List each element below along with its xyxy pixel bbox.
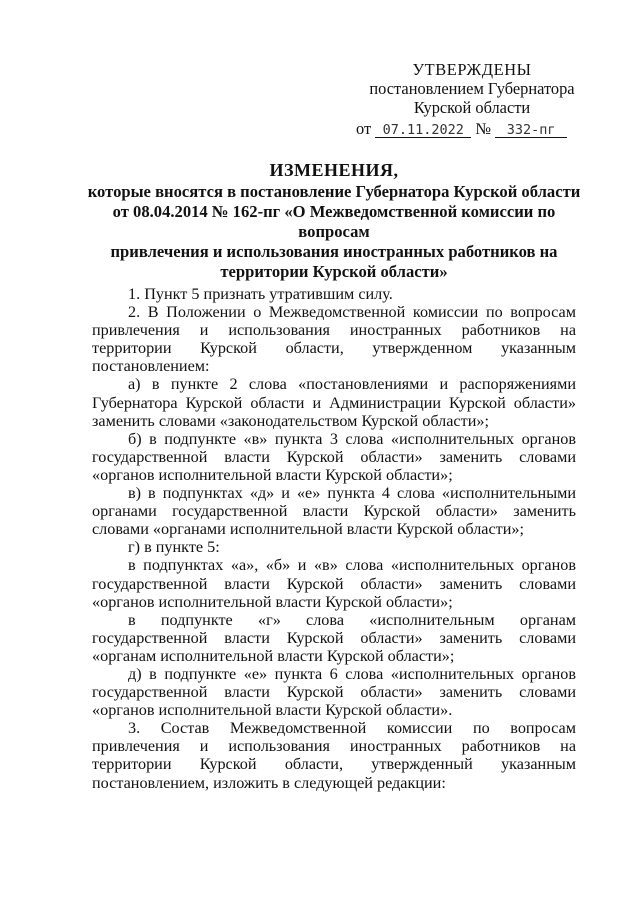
document-body bbox=[92, 285, 576, 792]
paragraph-2a: а) в пункте 2 слова «постановлениями и распоряжениями Губернатора Курской области и Администрации Курской области» заменить словами «законодательством Курской области»; bbox=[92, 375, 576, 430]
paragraph-2b: б) в подпункте «в» пункта 3 слова «исполнительных органов государственной власти Курской области» заменить словами «органов исполнительной власти Курской области»; bbox=[92, 429, 576, 484]
paragraph-2g: г) в пункте 5: bbox=[128, 538, 220, 557]
paragraph-2g-1: в подпунктах «а», «б» и «в» слова «исполнительных органов государственной власти Курской области» заменить словами «органов исполнительной власти Курской области»; bbox=[92, 556, 576, 611]
approval-line-2: Курской области bbox=[413, 98, 531, 117]
approval-line-1: постановлением Губернатора bbox=[369, 79, 575, 98]
approval-title: УТВЕРЖДЕНЫ bbox=[412, 60, 532, 79]
date-prefix: от bbox=[356, 119, 372, 138]
paragraph-2d: д) в подпункте «е» пункта 6 слова «исполнительных органов государственной власти Курской области» заменить словами «органов исполнительной власти Курской области». bbox=[92, 664, 576, 720]
heading-line-1: которые вносятся в постановление Губернатора Курской области bbox=[87, 182, 581, 201]
number-prefix: № bbox=[475, 119, 492, 138]
paragraph-2: 2. В Положении о Межведомственной комиссии по вопросам привлечения и использования иностранных работников на территории Курской области, утвержденном указанным постановлением: bbox=[92, 303, 576, 376]
approval-date-line bbox=[356, 119, 588, 138]
approval-date: 07.11.2022 bbox=[375, 123, 471, 138]
paragraph-2v: в) в подпунктах «д» и «е» пункта 4 слова «исполнительными органами государственной власти Курской области» заменить словами «органами исполнительной власти Курской области»; bbox=[92, 484, 576, 539]
document-heading bbox=[86, 160, 582, 282]
heading-line-4: территории Курской области» bbox=[220, 262, 448, 281]
approval-number: 332-пг bbox=[495, 123, 567, 138]
heading-title: ИЗМЕНЕНИЯ, bbox=[269, 160, 399, 180]
heading-line-2: от 08.04.2014 № 162-пг «О Межведомственной комиссии по вопросам bbox=[112, 202, 556, 241]
paragraph-3: 3. Состав Межведомственной комиссии по вопросам привлечения и использования иностранных работников на территории Курской области, утвержденный указанным постановлением, изложить в следующей редакции: bbox=[92, 719, 576, 792]
approval-stamp bbox=[356, 60, 588, 138]
paragraph-1: 1. Пункт 5 признать утратившим силу. bbox=[128, 285, 393, 303]
paragraph-2g-2: в подпункте «г» слова «исполнительным органам государственной власти Курской области» заменить словами «органам исполнительной власти Курской области»; bbox=[92, 610, 576, 665]
heading-line-3: привлечения и использования иностранных работников на bbox=[110, 242, 558, 261]
